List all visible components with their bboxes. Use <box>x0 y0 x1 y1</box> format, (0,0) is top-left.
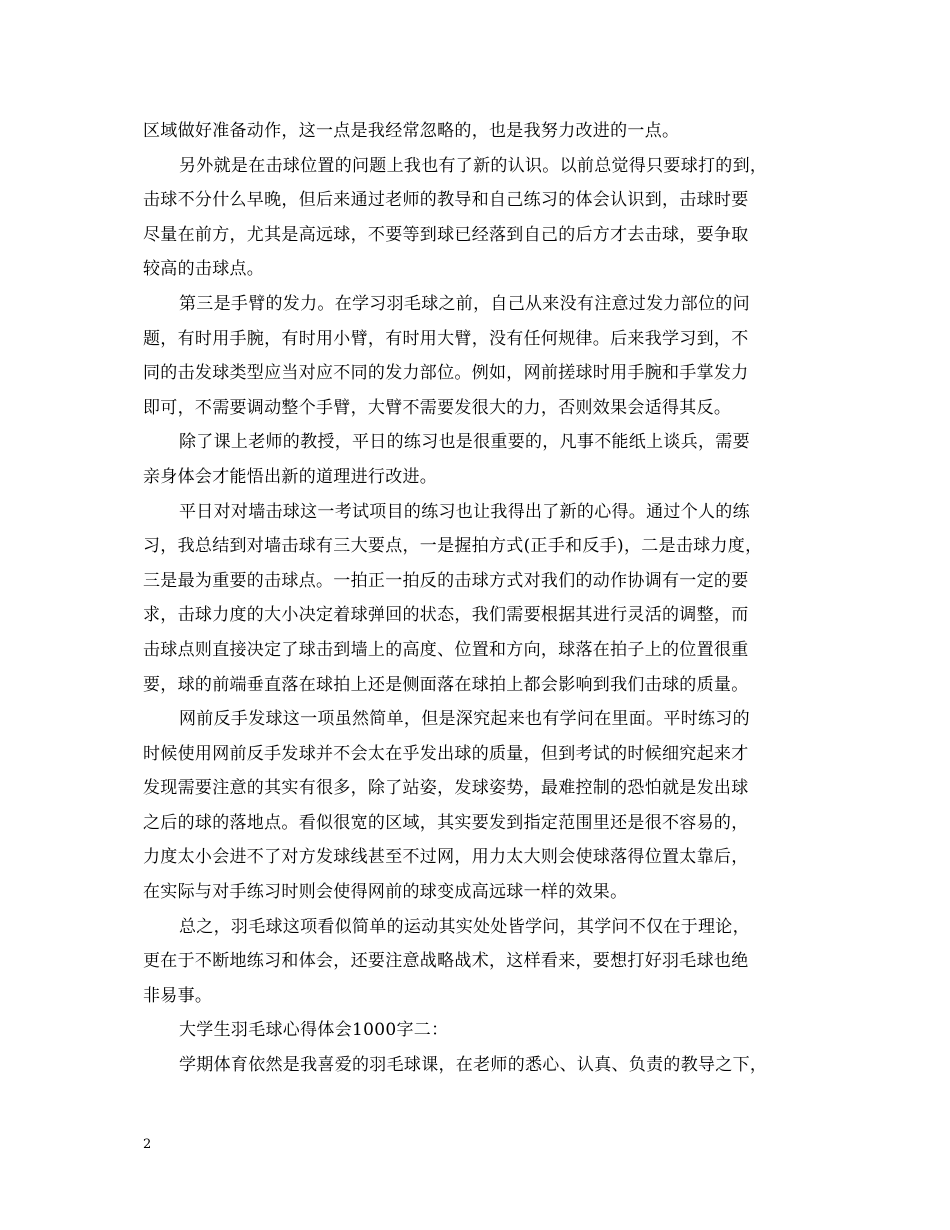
text-line: 同的击发球类型应当对应不同的发力部位。例如，网前搓球时用手腕和手掌发力 <box>143 363 749 384</box>
page-number: 2 <box>143 1137 152 1152</box>
text-line: 网前反手发球这一项虽然简单，但是深究起来也有学问在里面。平时练习的 <box>179 709 750 730</box>
text-line: 习，我总结到对墙击球有三大要点，一是握拍方式(正手和反手)，二是击球力度， <box>143 536 763 557</box>
section-heading: 大学生羽毛球心得体会1000字二： <box>179 1020 449 1041</box>
text-line: 区域做好准备动作，这一点是我经常忽略的，也是我努力改进的一点。 <box>143 121 680 141</box>
text-line: 求，击球力度的大小决定着球弹回的状态，我们需要根据其进行灵活的调整，而 <box>143 605 749 626</box>
text-line: 时候使用网前反手发球并不会太在乎发出球的质量，但到考试的时候细究起来才 <box>143 743 749 764</box>
text-line: 要，球的前端垂直落在球拍上还是侧面落在球拍上都会影响到我们击球的质量。 <box>143 674 749 695</box>
text-line: 发现需要注意的其实有很多，除了站姿，发球姿势，最难控制的恐怕就是发出球 <box>143 778 749 799</box>
text-line: 另外就是在击球位置的问题上我也有了新的认识。以前总觉得只要球打的到， <box>179 155 768 176</box>
text-line: 三是最为重要的击球点。一拍正一拍反的击球方式对我们的动作协调有一定的要 <box>143 570 749 591</box>
text-line: 题，有时用手腕，有时用小臂，有时用大臂，没有任何规律。后来我学习到，不 <box>143 328 749 349</box>
text-line: 总之，羽毛球这项看似简单的运动其实处处皆学问，其学问不仅在于理论， <box>179 916 750 937</box>
text-line: 非易事。 <box>143 985 213 1006</box>
text-line: 在实际与对手练习时则会使得网前的球变成高远球一样的效果。 <box>143 882 628 903</box>
text-line: 亲身体会才能悟出新的道理进行改进。 <box>143 466 438 487</box>
text-line: 平日对对墙击球这一考试项目的练习也让我得出了新的心得。通过个人的练 <box>179 501 750 522</box>
text-line: 之后的球的落地点。看似很宽的区域，其实要发到指定范围里还是很不容易的， <box>143 812 749 833</box>
text-line: 力度太小会进不了对方发球线甚至不过网，用力太大则会使球落得位置太靠后， <box>143 847 749 868</box>
text-line: 击球不分什么早晚，但后来通过老师的教导和自己练习的体会认识到，击球时要 <box>143 190 749 211</box>
text-line: 第三是手臂的发力。在学习羽毛球之前，自己从来没有注意过发力部位的问 <box>179 293 750 314</box>
text-line: 更在于不断地练习和体会，还要注意战略战术，这样看来，要想打好羽毛球也绝 <box>143 951 749 972</box>
text-line: 较高的击球点。 <box>143 259 265 280</box>
text-line: 击球点则直接决定了球击到墙上的高度、位置和方向，球落在拍子上的位置很重 <box>143 639 749 660</box>
body-text <box>143 114 809 1083</box>
text-line: 学期体育依然是我喜爱的羽毛球课，在老师的悉心、认真、负责的教导之下， <box>179 1055 768 1076</box>
text-line: 除了课上老师的教授，平日的练习也是很重要的，凡事不能纸上谈兵，需要 <box>179 432 750 453</box>
text-line: 尽量在前方，尤其是高远球，不要等到球已经落到自己的后方才去击球，要争取 <box>143 224 749 245</box>
text-line: 即可，不需要调动整个手臂，大臂不需要发很大的力，否则效果会适得其反。 <box>143 397 732 418</box>
